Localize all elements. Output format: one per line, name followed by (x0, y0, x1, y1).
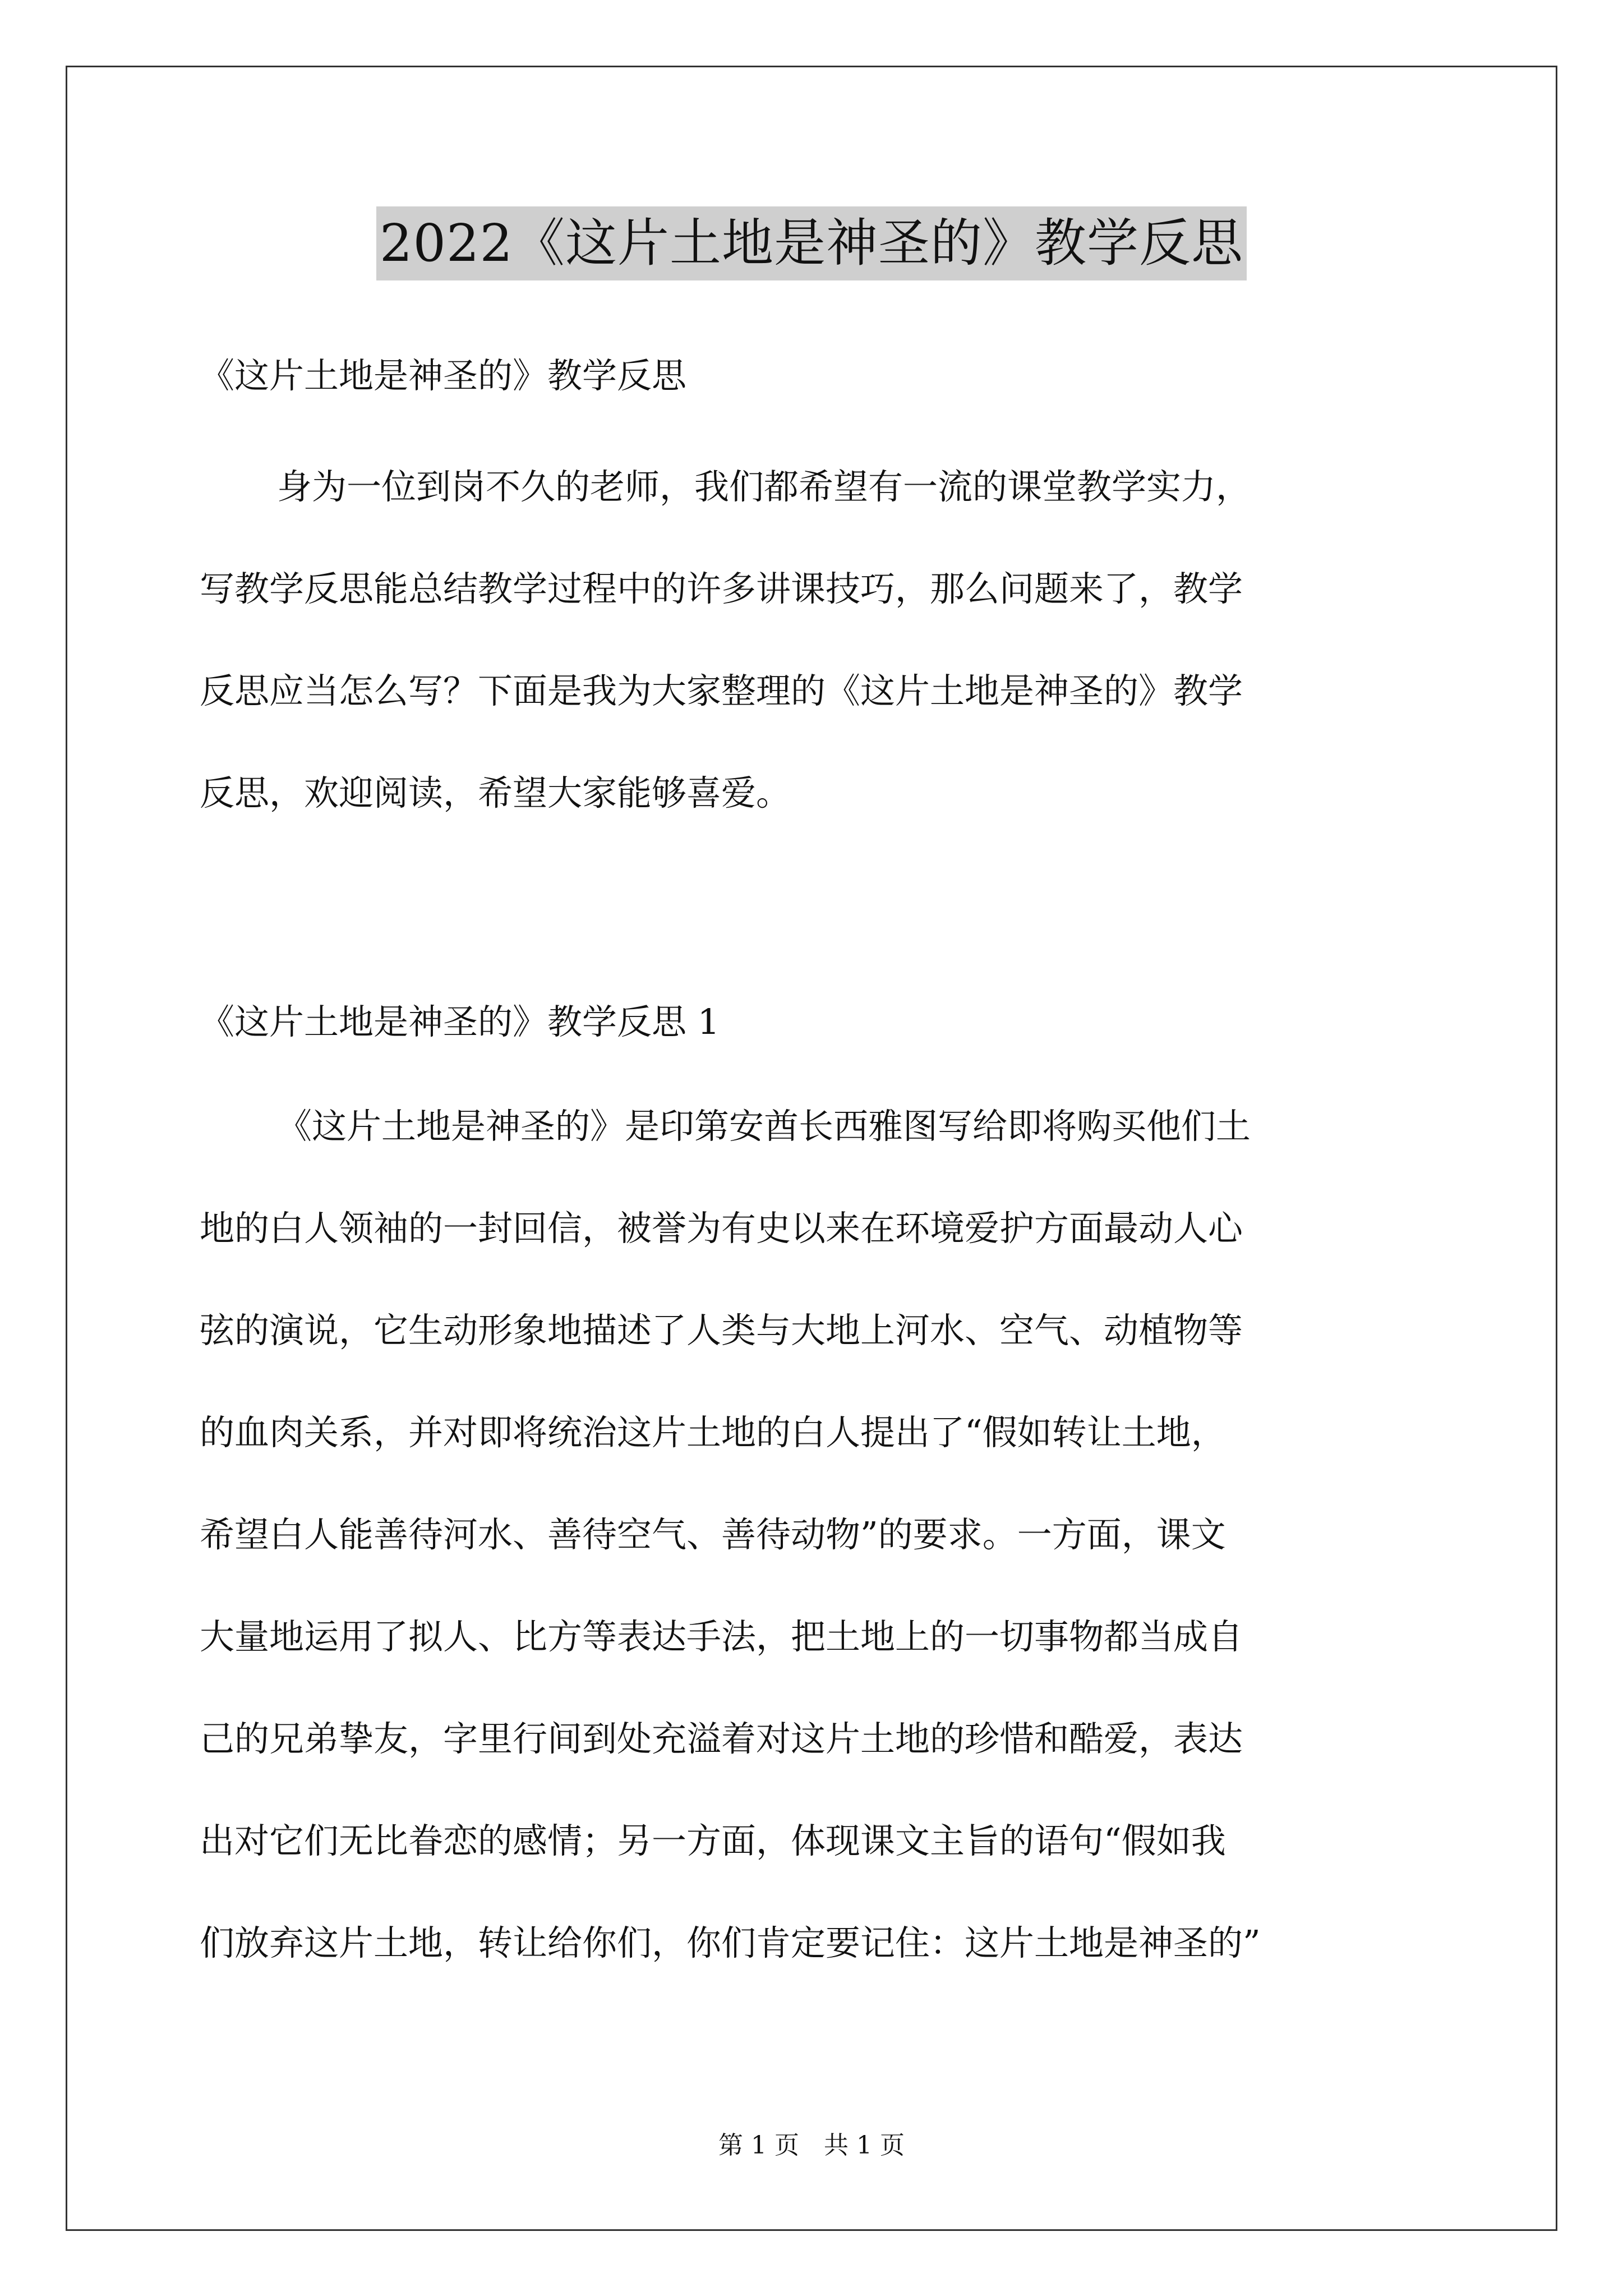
document-title: 2022《这片土地是神圣的》教学反思 (376, 206, 1247, 280)
intro-line-3: 反思应当怎么写？下面是我为大家整理的《这片土地是神圣的》教学 (200, 670, 1243, 711)
section-line-7: 己的兄弟挚友，字里行间到处充溢着对这片土地的珍惜和酷爱，表达 (200, 1718, 1243, 1759)
section-line-9: 们放弃这片土地，转让给你们，你们肯定要记住：这片土地是神圣的” (200, 1922, 1261, 1963)
section-line-3: 弦的演说，它生动形象地描述了人类与大地上河水、空气、动植物等 (200, 1310, 1243, 1351)
section-line-2: 地的白人领袖的一封回信，被誉为有史以来在环境爱护方面最动人心 (200, 1208, 1243, 1249)
intro-line-1: 身为一位到岗不久的老师，我们都希望有一流的课堂教学实力， (277, 466, 1251, 507)
section-heading: 《这片土地是神圣的》教学反思 1 (200, 1001, 720, 1042)
section-line-8: 出对它们无比眷恋的感情；另一方面，体现课文主旨的语句“假如我 (200, 1820, 1226, 1861)
section-line-1: 《这片土地是神圣的》是印第安酋长西雅图写给即将购买他们土 (277, 1106, 1251, 1147)
section-line-6: 大量地运用了拟人、比方等表达手法，把土地上的一切事物都当成自 (200, 1616, 1243, 1657)
subtitle: 《这片土地是神圣的》教学反思 (200, 355, 687, 396)
title-container (0, 206, 1623, 280)
intro-line-2: 写教学反思能总结教学过程中的许多讲课技巧，那么问题来了，教学 (200, 568, 1243, 609)
intro-line-4: 反思，欢迎阅读，希望大家能够喜爱。 (200, 772, 791, 813)
page-footer: 第 1 页 共 1 页 (718, 2131, 905, 2160)
section-line-4: 的血肉关系，并对即将统治这片土地的白人提出了“假如转让土地， (200, 1412, 1226, 1453)
section-line-5: 希望白人能善待河水、善待空气、善待动物”的要求。一方面，课文 (200, 1514, 1226, 1555)
